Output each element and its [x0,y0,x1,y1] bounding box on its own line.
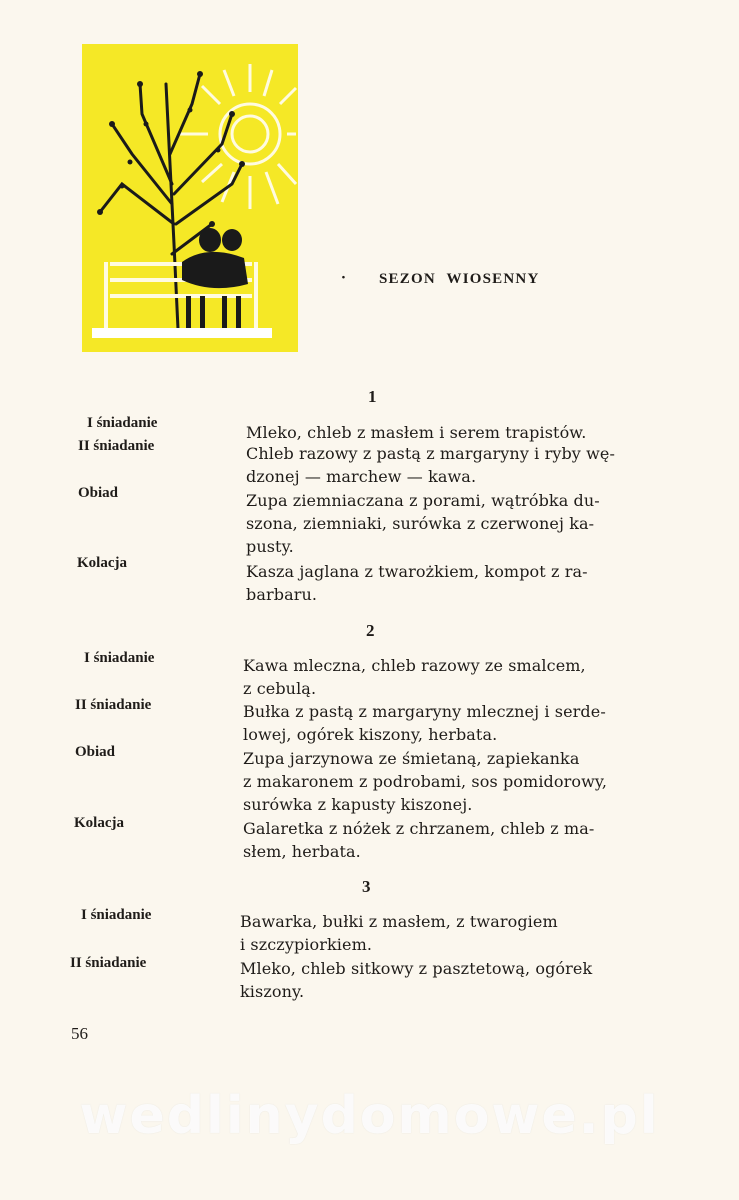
meal-label: I śniadanie [84,650,155,666]
meal-description: Galaretka z nóżek z chrzanem, chleb z ma- słem, herbata. [243,819,595,861]
meal-description: Kawa mleczna, chleb razowy ze smalcem, z cebulą. [243,656,586,698]
meal-label: II śniadanie [78,438,155,454]
meal-label: Obiad [75,744,116,760]
watermark: wedlinydomowe.pl [79,1086,660,1146]
page-number: 56 [71,1024,88,1043]
meal-description: Chleb razowy z pastą z margaryny i ryby wę- dzonej — marchew — kawa. [246,444,615,486]
meal-label: I śniadanie [81,907,152,923]
day-number: 2 [366,621,375,640]
decorative-dot: · [341,270,346,286]
meal-description: Zupa ziemniaczana z porami, wątróbka du- szona, ziemniaki, surówka z czerwonej ka- pusty. [246,491,600,556]
meal-description: Mleko, chleb sitkowy z pasztetową, ogórek kiszony. [240,959,593,1001]
meal-label: Kolacja [74,815,124,831]
section-title: SEZON WIOSENNY [379,271,540,287]
meal-description: Zupa jarzynowa ze śmietaną, zapiekanka z makaronem z podrobami, sos pomidorowy, surówka z kapusty kiszonej. [243,749,608,814]
day-number: 3 [362,877,371,896]
meal-label: Kolacja [77,555,127,571]
day-number: 1 [368,387,377,406]
meal-label: Obiad [78,485,119,501]
meal-label: II śniadanie [75,697,152,713]
meal-label: II śniadanie [70,955,147,971]
ground-snow [92,328,272,338]
meal-label: I śniadanie [87,415,158,431]
meal-description: Bułka z pastą z margaryny mlecznej i serde- lowej, ogórek kiszony, herbata. [243,702,606,744]
meal-description: Mleko, chleb z masłem i serem trapistów. [246,423,587,442]
meal-description: Kasza jaglana z twarożkiem, kompot z ra- barbaru. [246,562,588,604]
spring-illustration [82,44,298,352]
meal-description: Bawarka, bułki z masłem, z twarogiem i szczypiorkiem. [240,912,558,954]
